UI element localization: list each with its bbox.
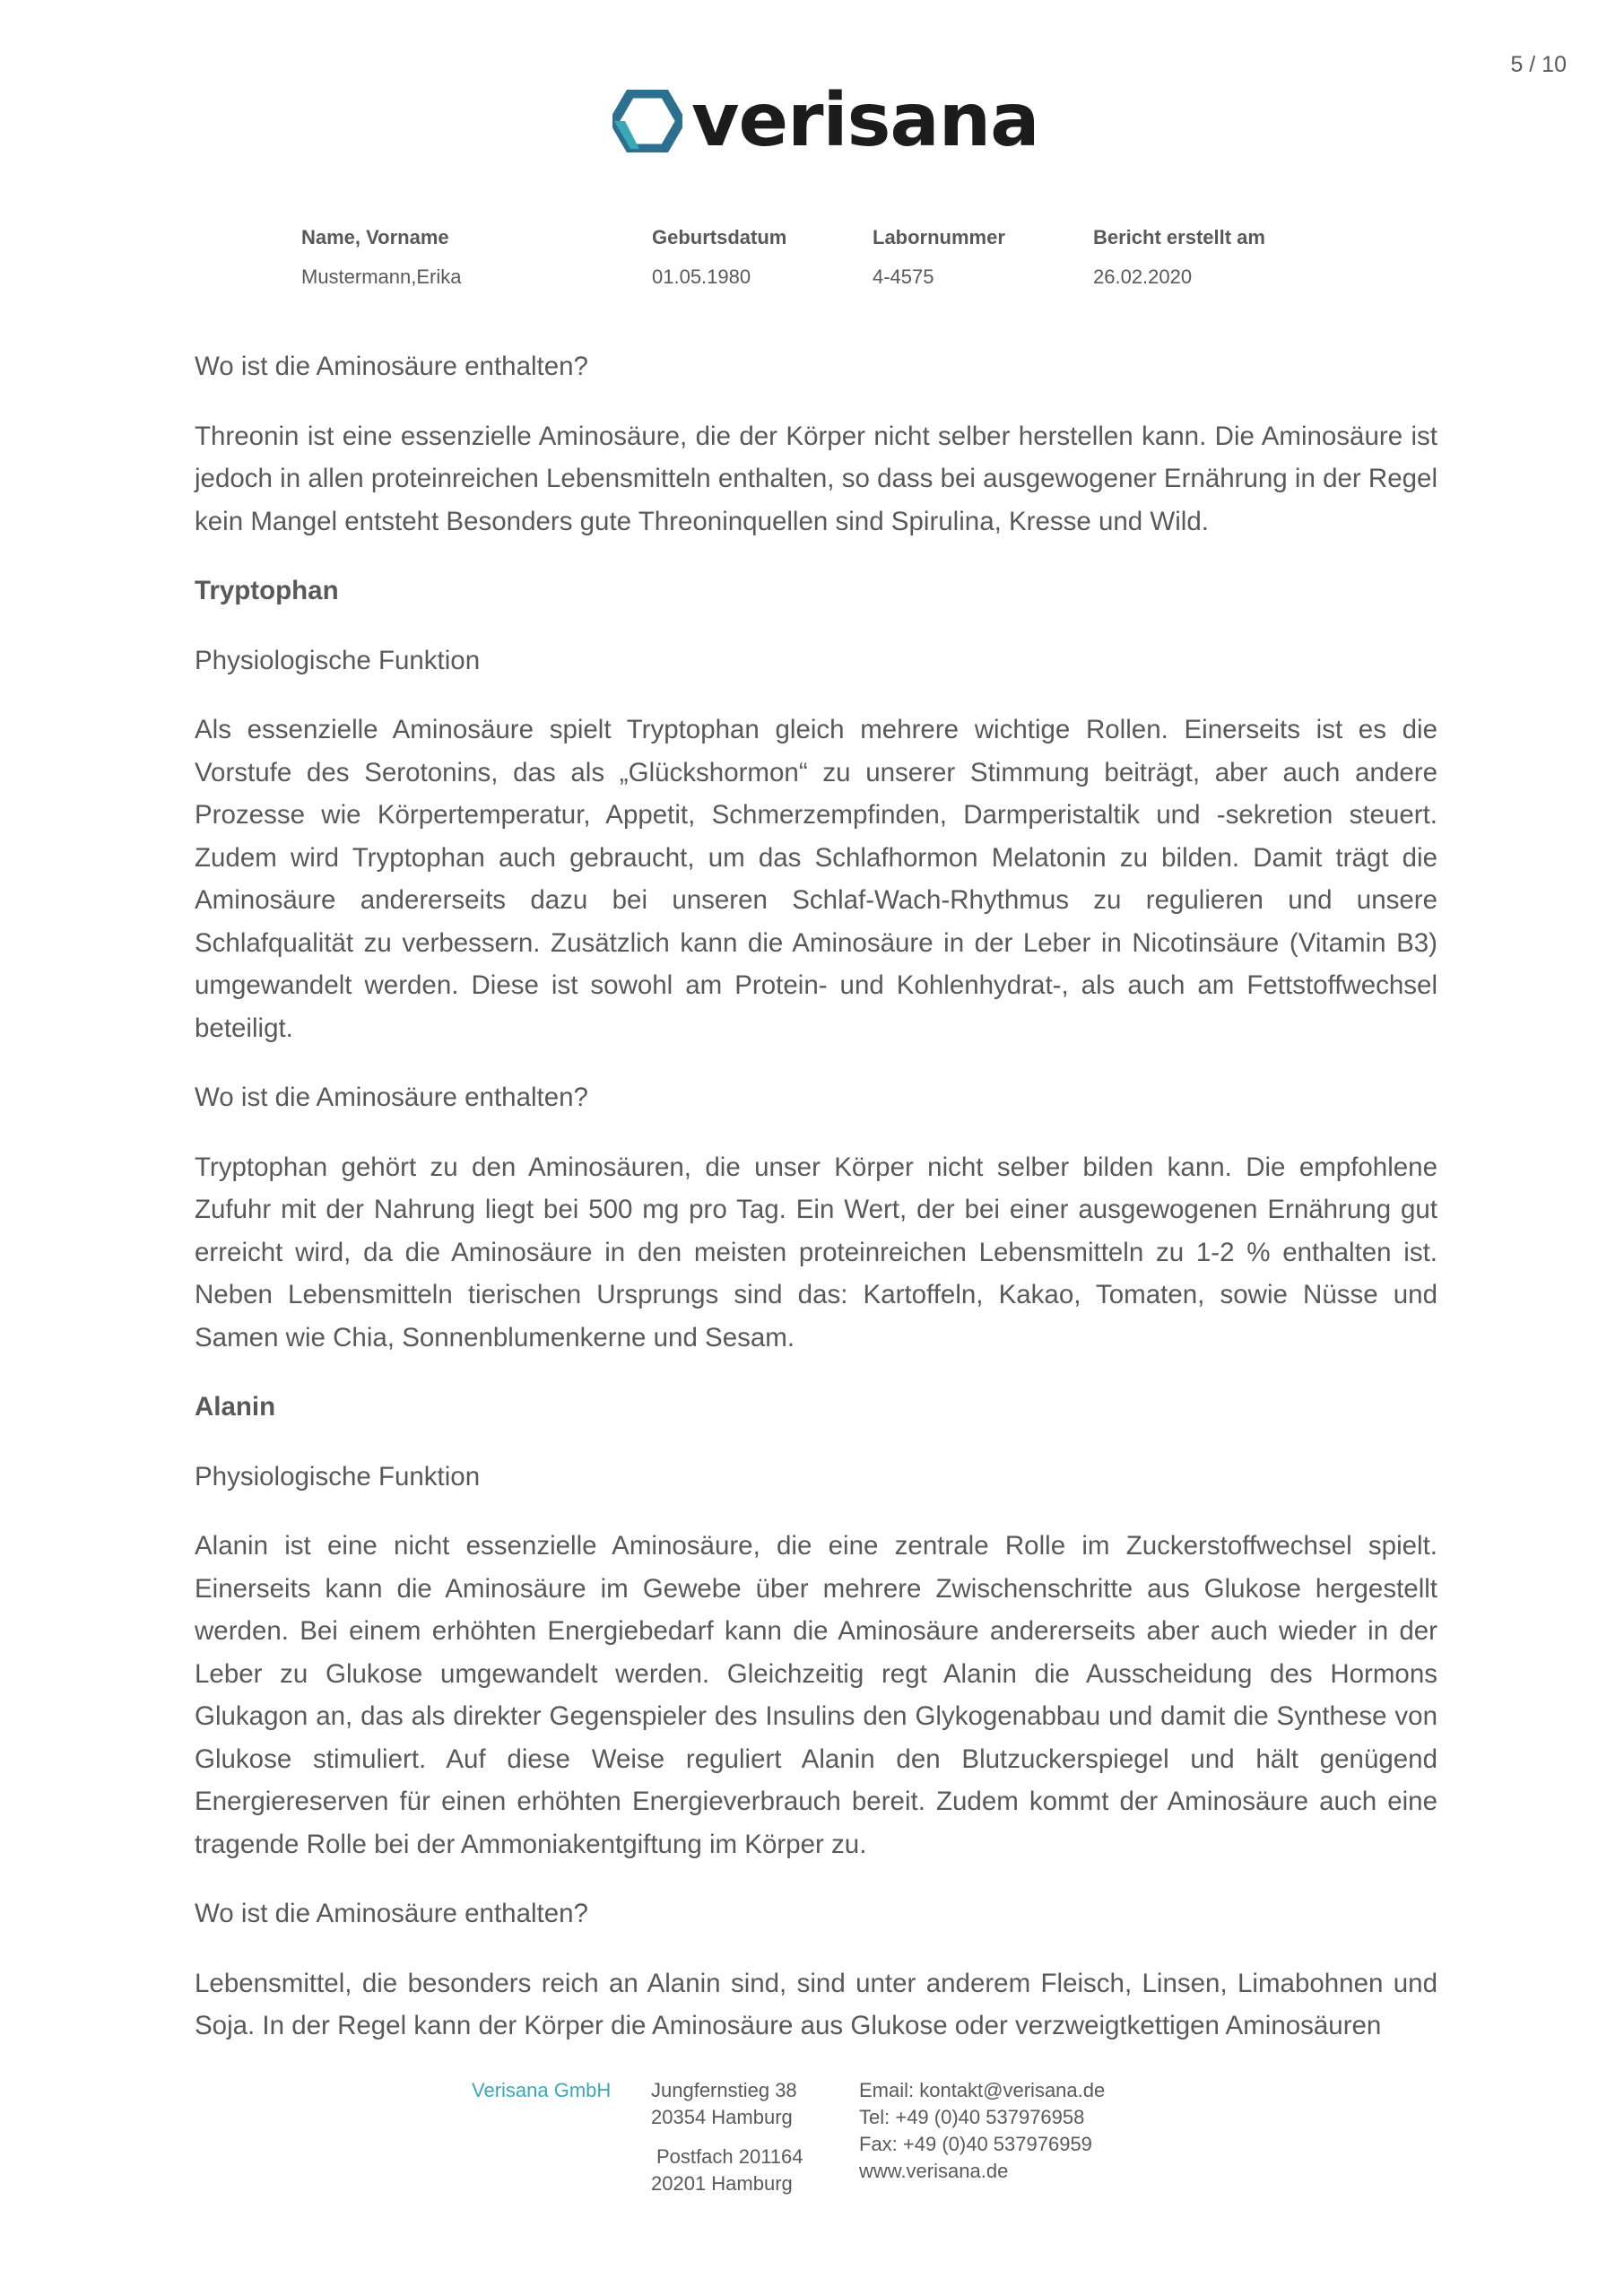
lab-number-value: 4-4575 xyxy=(873,265,934,288)
paragraph: Threonin ist eine essenzielle Aminosäure, die der Körper nicht selber herstellen kann. Die Aminosäure ist jedoch in allen proteinreichen Lebensmitteln enthalten, so dass bei ausgewogener Ernährung in der Regel kein Mangel entsteht Besonders gute Threoninquellen sind Spirulina, Kresse und Wild. xyxy=(195,421,1437,536)
name-label: Name, Vorname xyxy=(301,226,449,248)
section-subheading: Physiologische Funktion xyxy=(195,1461,481,1492)
footer-address xyxy=(651,2077,859,2197)
section-subheading: Physiologische Funktion xyxy=(195,645,481,675)
section-title-tryptophan: Tryptophan xyxy=(195,576,339,605)
footer-email: Email: kontakt@verisana.de xyxy=(859,2079,1106,2101)
verisana-hexagon-logo-icon xyxy=(612,90,682,152)
logo-wordmark: verisana xyxy=(691,78,1039,163)
section-subheading: Wo ist die Aminosäure enthalten? xyxy=(195,1083,588,1112)
name-value: Mustermann,Erika xyxy=(301,265,462,288)
section-subheading: Wo ist die Aminosäure enthalten? xyxy=(195,352,588,381)
footer-street: Jungfernstieg 38 xyxy=(651,2079,797,2101)
document-body xyxy=(195,345,1437,2074)
footer-website: www.verisana.de xyxy=(859,2160,1009,2182)
patient-header xyxy=(301,226,1362,289)
page-number: 5 / 10 xyxy=(1510,52,1567,77)
paragraph: Alanin ist eine nicht essenzielle Aminosäure, die eine zentrale Rolle im Zuckerstoffwechsel spielt. Einerseits kann die Aminosäure im Gewebe über mehrere Zwischenschritte aus Glukose hergestellt werden. Bei einem erhöhten Energiebedarf kann die Aminosäure andererseits aber auch wieder in der Leber zu Glukose umgewandelt werden. Gleichzeitig regt Alanin die Ausscheidung des Hormons Glukagon an, das als direkter Gegenspieler des Insulins den Glykogenabbau und damit die Synthese von Glukose stimuliert. Auf diese Weise reguliert Alanin den Blutzuckerspiegel und hält genügend Energiereserven für einen erhöhten Energieverbrauch bereit. Zudem kommt der Aminosäure auch eine tragende Rolle bei der Ammoniakentgiftung im Körper zu. xyxy=(195,1531,1437,1859)
footer-tel: Tel: +49 (0)40 537976958 xyxy=(859,2106,1085,2128)
section-title-alanin: Alanin xyxy=(195,1392,276,1422)
lab-number-label: Labornummer xyxy=(873,226,1005,248)
footer-po-city: 20201 Hamburg xyxy=(651,2172,793,2195)
report-date-label: Bericht erstellt am xyxy=(1093,226,1265,248)
paragraph: Tryptophan gehört zu den Aminosäuren, die unser Körper nicht selber bilden kann. Die empfohlene Zufuhr mit der Nahrung liegt bei 500 mg pro Tag. Ein Wert, der bei einer ausgewogenen Ernährung gut erreicht wird, da die Aminosäure in den meisten proteinreichen Lebensmitteln zu 1-2 % enthalten ist. Neben Lebensmitteln tierischen Ursprungs sind das: Kartoffeln, Kakao, Tomaten, sowie Nüsse und Samen wie Chia, Sonnenblumenkerne und Sesam. xyxy=(195,1152,1437,1352)
paragraph: Als essenzielle Aminosäure spielt Tryptophan gleich mehrere wichtige Rollen. Einerseits ist es die Vorstufe des Serotonins, das als „Glückshormon“ zu unserer Stimmung beiträgt, aber auch andere Prozesse wie Körpertemperatur, Appetit, Schmerzempfinden, Darmperistaltik und -sekretion steuert. Zudem wird Tryptophan auch gebraucht, um das Schlafhormon Melatonin zu bilden. Damit trägt die Aminosäure andererseits dazu bei unseren Schlaf-Wach-Rhythmus zu regulieren und unsere Schlafqualität zu verbessern. Zusätzlich kann die Aminosäure in der Leber in Nicotinsäure (Vitamin B3) umgewandelt werden. Diese ist sowohl am Protein- und Kohlenhydrat-, als auch am Fettstoffwechsel beteiligt. xyxy=(195,715,1437,1043)
footer-contact xyxy=(859,2077,1146,2197)
footer-city: 20354 Hamburg xyxy=(651,2106,793,2128)
dob-label: Geburtsdatum xyxy=(652,226,787,248)
dob-value: 01.05.1980 xyxy=(652,265,751,288)
footer-po-box: Postfach 201164 xyxy=(656,2145,803,2168)
paragraph: Lebensmittel, die besonders reich an Alanin sind, sind unter anderem Fleisch, Linsen, Limabohnen und Soja. In der Regel kann der Körper die Aminosäure aus Glukose oder verzweigtkettigen Aminosäuren xyxy=(195,1968,1437,2040)
page-footer xyxy=(472,2077,1146,2197)
report-date-value: 26.02.2020 xyxy=(1093,265,1193,288)
footer-company: Verisana GmbH xyxy=(472,2079,612,2101)
footer-fax: Fax: +49 (0)40 537976959 xyxy=(859,2133,1092,2155)
verisana-logo xyxy=(612,78,1039,163)
section-subheading: Wo ist die Aminosäure enthalten? xyxy=(195,1899,588,1928)
